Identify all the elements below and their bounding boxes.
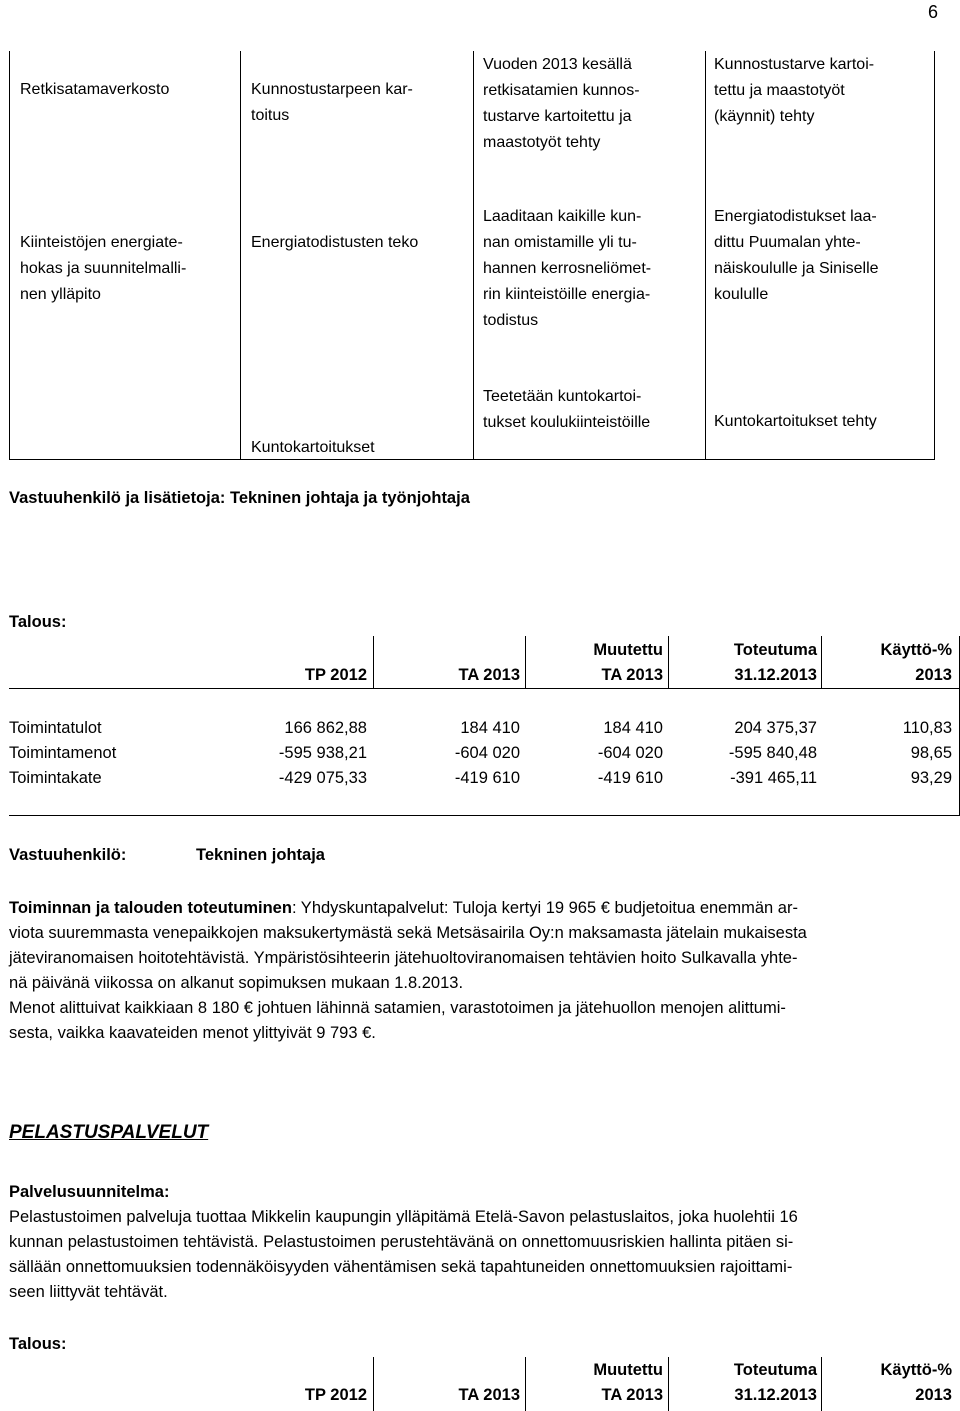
table-border-left bbox=[9, 51, 10, 460]
finance-value: -595 840,48 bbox=[728, 744, 817, 762]
realization-label: Toiminnan ja talouden toteutuminen bbox=[9, 899, 292, 917]
finance-col-divider bbox=[373, 1357, 374, 1411]
finance-value: -429 075,33 bbox=[278, 769, 367, 787]
finance-value: -595 938,21 bbox=[278, 744, 367, 762]
finance-header: TP 2012 bbox=[304, 666, 367, 684]
finance-value: -419 610 bbox=[454, 769, 520, 787]
finance-header: Toteutuma 31.12.2013 bbox=[733, 1361, 817, 1404]
activity-task: Energiatodistusten teko bbox=[251, 234, 419, 251]
activity-task: Kunnostustarpeen kar- toitus bbox=[251, 81, 413, 124]
responsible-info-line: Vastuuhenkilö ja lisätietoja: Tekninen johtaja ja työnjohtaja bbox=[9, 489, 470, 507]
finance-value: -604 020 bbox=[454, 744, 520, 762]
finance-value: 98,65 bbox=[910, 744, 952, 762]
activity-task: Kuntokartoitukset bbox=[251, 439, 375, 456]
finance-row-label: Toimintakate bbox=[9, 769, 102, 787]
activity-result: Energiatodistukset laa- dittu Puumalan yhte- näiskoululle ja Siniselle koululle bbox=[714, 208, 879, 303]
page-number: 6 bbox=[927, 2, 938, 22]
finance-value: 166 862,88 bbox=[284, 719, 367, 737]
table-col-divider bbox=[705, 51, 706, 460]
finance-header-rule bbox=[9, 688, 959, 689]
finance-bottom-rule bbox=[9, 815, 959, 816]
finance-value: 184 410 bbox=[460, 719, 520, 737]
activity-goal: Laaditaan kaikille kun- nan omistamille yli tu- hannen kerrosneliömet- rin kiinteistöille energia- todistus bbox=[483, 208, 652, 329]
finance-header: TA 2013 bbox=[458, 1386, 520, 1404]
table-border-right bbox=[934, 51, 935, 460]
finance-value: 110,83 bbox=[902, 719, 952, 737]
finance-value: 184 410 bbox=[603, 719, 663, 737]
finance-row-label: Toimintatulot bbox=[9, 719, 102, 737]
activity-table bbox=[9, 51, 935, 460]
table-border-bottom bbox=[9, 459, 935, 460]
finance-row-label: Toimintamenot bbox=[9, 744, 117, 762]
activity-goal: Vuoden 2013 kesällä retkisatamien kunnos- tustarve kartoitettu ja maastotyöt tehty bbox=[483, 56, 640, 151]
finance-value: 93,29 bbox=[910, 769, 952, 787]
finance-col-divider bbox=[821, 1357, 822, 1411]
finance-value: -604 020 bbox=[597, 744, 663, 762]
finance-header: TA 2013 bbox=[458, 666, 520, 684]
finance-header: Muutettu TA 2013 bbox=[593, 1361, 663, 1404]
finance-col-divider bbox=[668, 1357, 669, 1411]
activity-area: Retkisatamaverkosto bbox=[20, 81, 170, 98]
finance-value: -391 465,11 bbox=[730, 769, 817, 787]
finance-value: -419 610 bbox=[597, 769, 663, 787]
activity-goal: Teetetään kuntokartoi- tukset koulukiinteistöille bbox=[483, 388, 651, 431]
finance-header: Käyttö-% 2013 bbox=[880, 641, 952, 684]
realization-paragraph: Toiminnan ja talouden toteutuminen: Yhdyskuntapalvelut: Tuloja kertyi 19 965 € budjetoitua enemmän ar- viota suuremmasta venepaikkojen maksukertymästä sekä Metsäsairila Oy:n maksamasta jätelain mukaisesta jäteviranomaisen hoitotehtävistä. Ympäristösihteerin jätehuoltoviranomaisen tehtävien hoito Sulkavalla yhte- nä päivänä viikossa on alkanut sopimuksen mukaan 1.8.2013. Menot alittuivat kaikkiaan 8 180 € johtuen lähinnä satamien, varastotoimen ja jätehuollon menojen alittumi- sesta, vaikka kaavateiden menot ylittyivät 9 793 €. bbox=[9, 899, 807, 1042]
finance-col-divider bbox=[525, 1357, 526, 1411]
service-plan-paragraph: Pelastustoimen palveluja tuottaa Mikkelin kaupungin ylläpitämä Etelä-Savon pelastuslaitos, joka huolehtii 16 kunnan pelastustoimen tehtävistä. Pelastustoimen perustehtävänä on onnettomuusriskien hallinta pitäen si- sällään onnettomuuksien todennäköisyyden vähentämisen sekä tapahtuneiden onnettomuuksien rajoittami- seen liittyvät tehtävät. bbox=[9, 1208, 798, 1301]
finance-value: 204 375,37 bbox=[734, 719, 817, 737]
finance-col-divider bbox=[525, 636, 526, 688]
service-plan-label: Palvelusuunnitelma: bbox=[9, 1183, 170, 1201]
responsible-label: Vastuuhenkilö: bbox=[9, 846, 127, 864]
finance-header: Toteutuma 31.12.2013 bbox=[733, 641, 817, 684]
table-col-divider bbox=[473, 51, 474, 460]
table-col-divider bbox=[240, 51, 241, 460]
activity-result: Kunnostustarve kartoi- tettu ja maastotyöt (käynnit) tehty bbox=[714, 56, 875, 125]
finance-label: Talous: bbox=[9, 1335, 67, 1353]
finance-header: Muutettu TA 2013 bbox=[593, 641, 663, 684]
finance-header: TP 2012 bbox=[304, 1386, 367, 1404]
finance-header: Käyttö-% 2013 bbox=[880, 1361, 952, 1404]
section-heading: PELASTUSPALVELUT bbox=[9, 1122, 209, 1143]
finance-col-divider bbox=[821, 636, 822, 688]
finance-col-divider bbox=[668, 636, 669, 688]
finance-col-divider bbox=[373, 636, 374, 688]
activity-area: Kiinteistöjen energiate- hokas ja suunnitelmalli- nen ylläpito bbox=[20, 234, 187, 303]
responsible-value: Tekninen johtaja bbox=[196, 846, 325, 864]
activity-result: Kuntokartoitukset tehty bbox=[714, 413, 877, 430]
finance-label: Talous: bbox=[9, 613, 67, 631]
